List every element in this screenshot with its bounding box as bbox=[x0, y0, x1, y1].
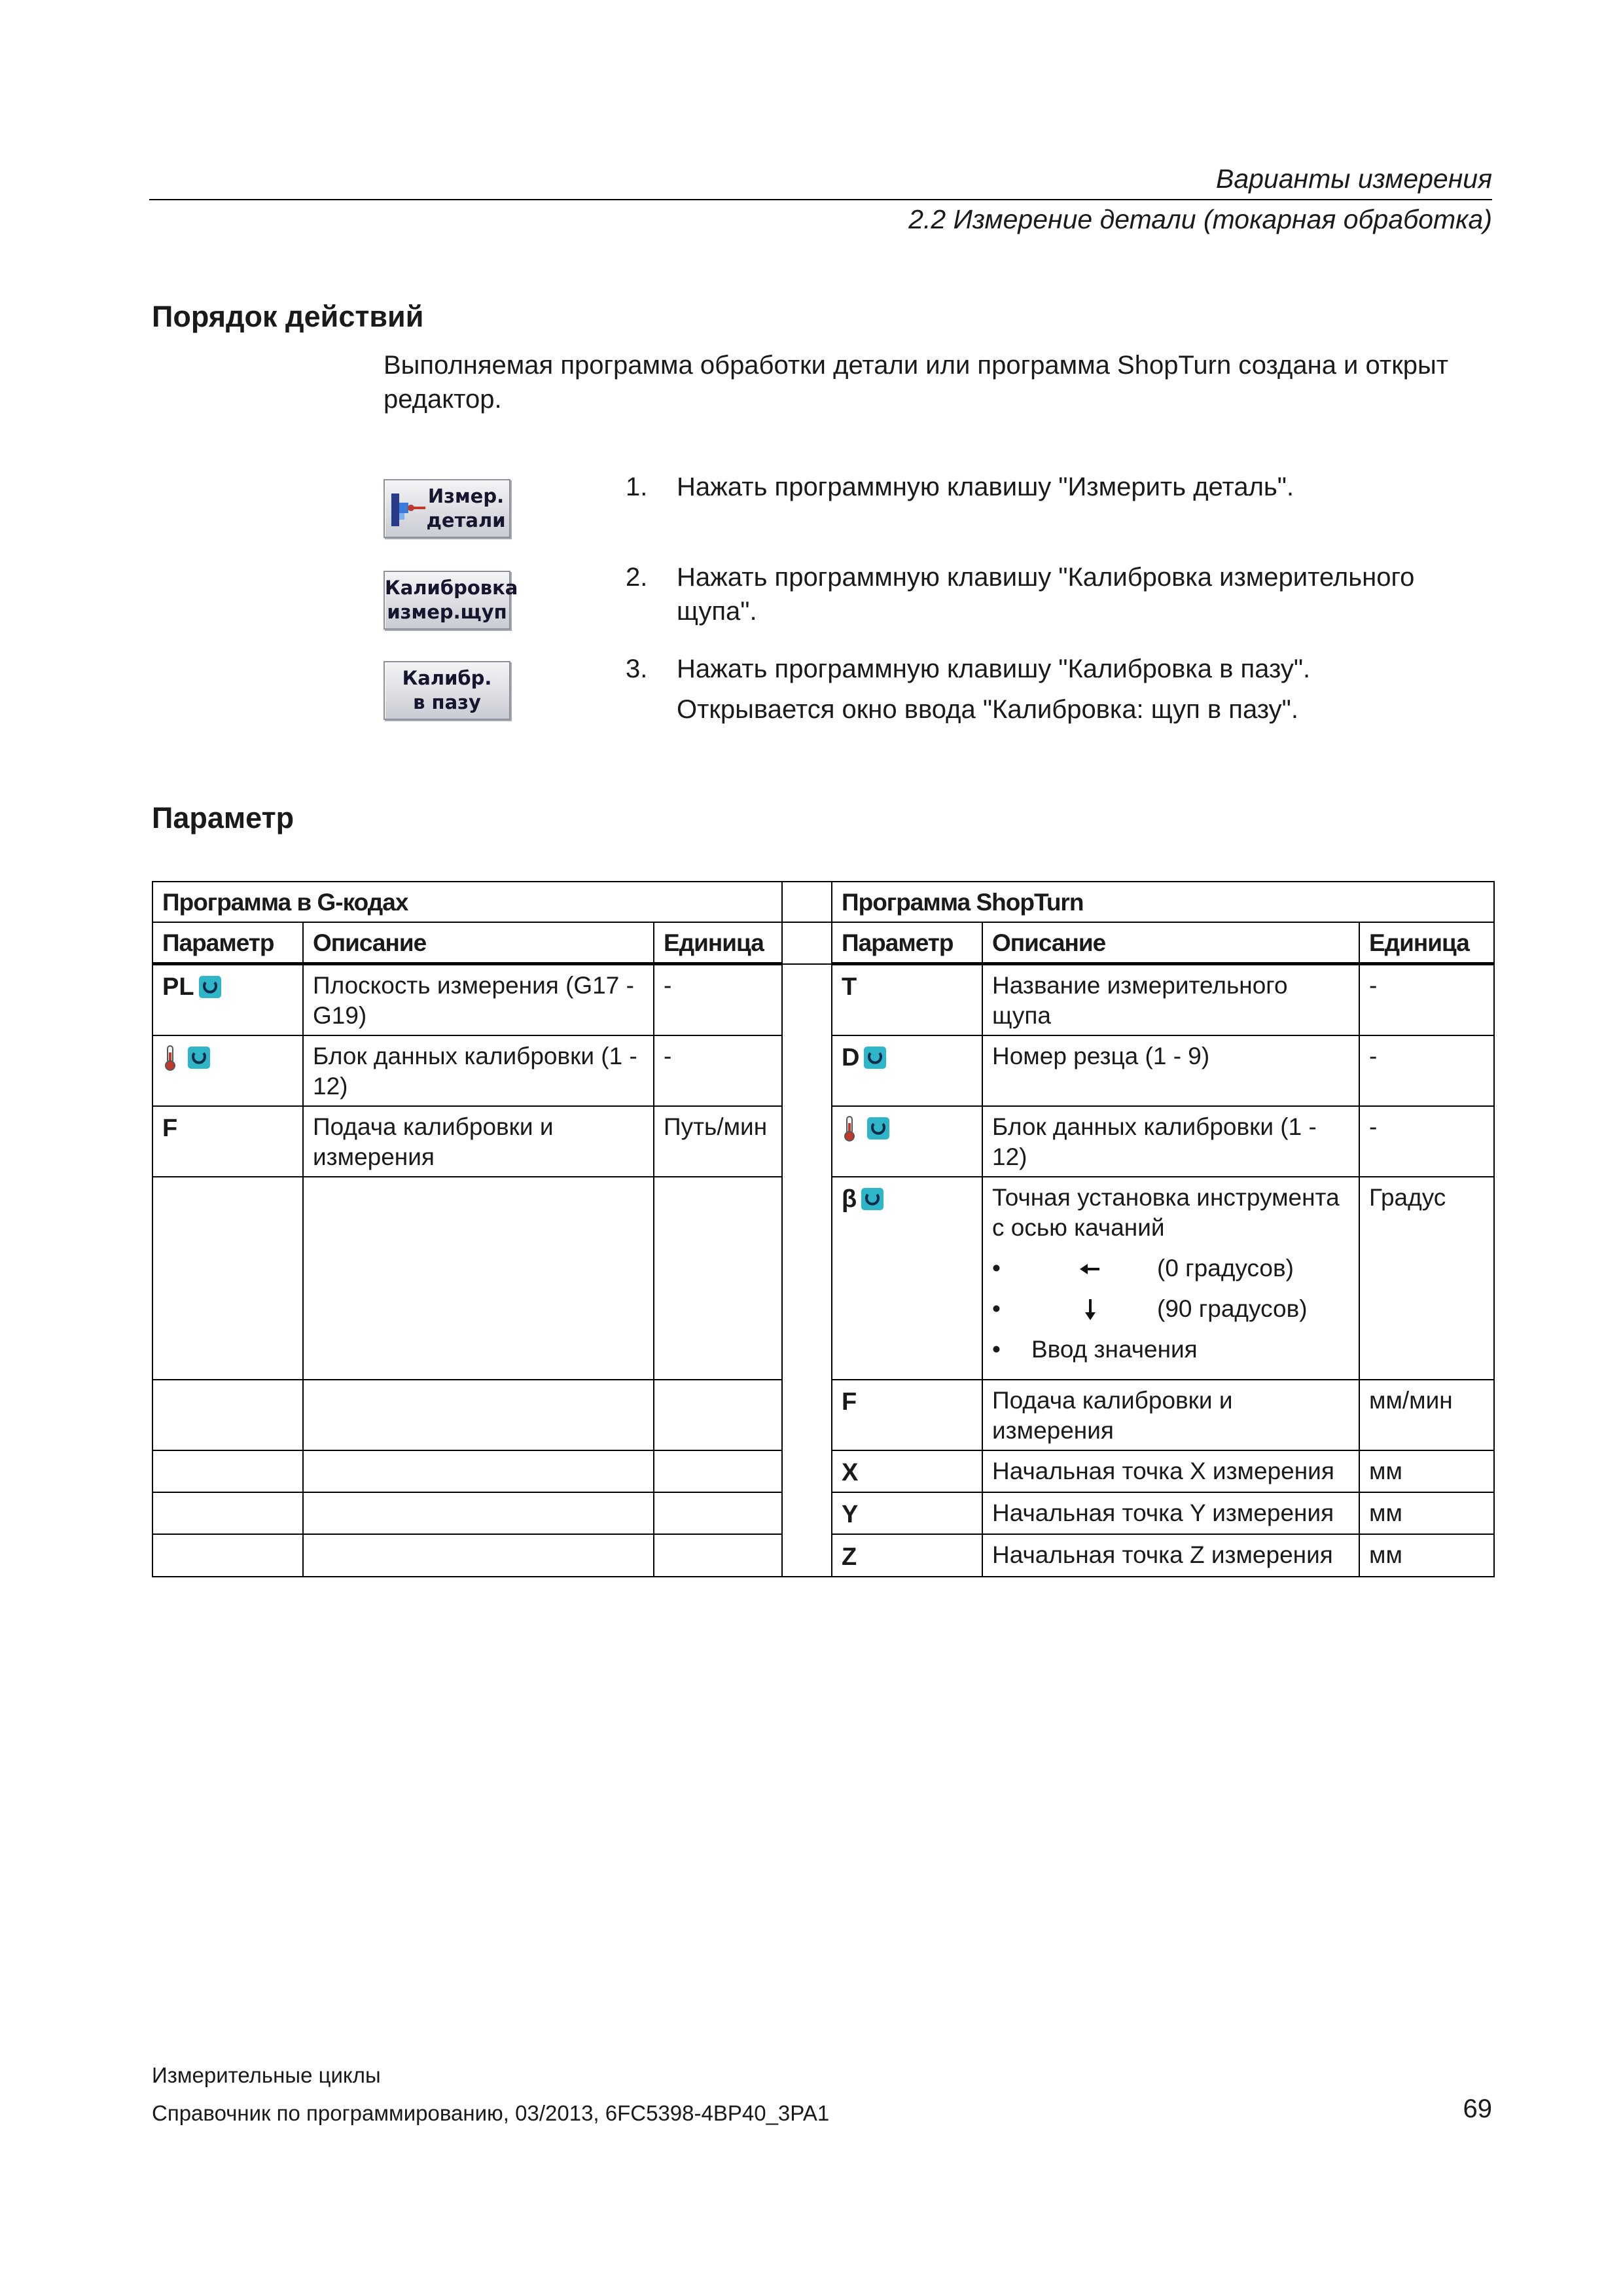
desc-cell: Блок данных калибровки (1 - 12) bbox=[303, 1035, 654, 1106]
param-cell bbox=[832, 1106, 982, 1177]
option-text: (90 градусов) bbox=[1157, 1295, 1308, 1322]
option-item bbox=[992, 1294, 1349, 1335]
step-text: Нажать программную клавишу "Калибровка в пазу". bbox=[677, 655, 1311, 683]
option-text: Ввод значения bbox=[1031, 1336, 1198, 1363]
toggle-icon bbox=[863, 1046, 887, 1069]
unit-cell: Путь/мин bbox=[654, 1106, 782, 1177]
param-cell bbox=[832, 1035, 982, 1106]
softkey-label-line2: в пазу bbox=[413, 691, 481, 713]
measure-workpiece-softkey[interactable] bbox=[383, 479, 510, 538]
param-cell bbox=[832, 1450, 982, 1492]
param-symbol: X bbox=[842, 1459, 859, 1487]
unit-cell: - bbox=[654, 1035, 782, 1106]
header-chapter: Варианты измерения bbox=[1215, 164, 1492, 194]
param-symbol: β bbox=[842, 1185, 857, 1213]
unit-cell: - bbox=[1359, 964, 1494, 1036]
header-section: 2.2 Измерение детали (токарная обработка) bbox=[908, 204, 1492, 234]
table-row bbox=[152, 1450, 1494, 1492]
table-row bbox=[152, 1534, 1494, 1576]
calibrate-in-groove-softkey[interactable] bbox=[383, 661, 510, 720]
col-desc: Описание bbox=[982, 922, 1359, 964]
step-text: Нажать программную клавишу "Калибровка измерительного щупа". bbox=[677, 563, 1415, 626]
desc-cell: Номер резца (1 - 9) bbox=[982, 1035, 1359, 1106]
procedure-intro: Выполняемая программа обработки детали или программа ShopTurn создана и открыт редактор. bbox=[383, 351, 1449, 414]
step-note-text: Открывается окно ввода "Калибровка: щуп в пазу". bbox=[677, 695, 1298, 724]
desc-text: Точная установка инструмента с осью качаний bbox=[992, 1184, 1340, 1241]
thermometer-icon bbox=[842, 1115, 857, 1141]
softkey-label-line1: Измер. bbox=[427, 485, 505, 507]
param-symbol: PL bbox=[162, 973, 194, 1001]
param-cell bbox=[832, 1492, 982, 1534]
table-row bbox=[152, 1035, 1494, 1106]
toggle-icon bbox=[861, 1187, 884, 1211]
header-divider bbox=[149, 199, 1492, 200]
param-symbol: D bbox=[842, 1044, 860, 1072]
table-group-header bbox=[152, 882, 1494, 922]
unit-cell: - bbox=[654, 964, 782, 1036]
step-number: 2. bbox=[626, 563, 648, 592]
parameters-table bbox=[152, 881, 1495, 1577]
unit-cell: мм bbox=[1359, 1534, 1494, 1576]
param-symbol: F bbox=[162, 1115, 178, 1143]
option-item bbox=[992, 1253, 1349, 1294]
arrow-left-icon bbox=[1077, 1256, 1103, 1282]
gcode-program-header: Программа в G-кодах bbox=[152, 882, 782, 922]
desc-cell: Плоскость измерения (G17 - G19) bbox=[303, 964, 654, 1036]
softkey-label-line1: Калибр. bbox=[402, 667, 492, 689]
parameters-title: Параметр bbox=[152, 801, 294, 834]
bullet: • bbox=[992, 1336, 1001, 1363]
desc-cell: Подача калибровки и измерения bbox=[982, 1380, 1359, 1450]
table-row bbox=[152, 1380, 1494, 1450]
bullet: • bbox=[992, 1255, 1001, 1282]
table-row bbox=[152, 1106, 1494, 1177]
page-number: 69 bbox=[1463, 2094, 1492, 2123]
param-cell bbox=[152, 964, 303, 1036]
toggle-icon bbox=[198, 975, 222, 999]
col-param: Параметр bbox=[152, 922, 303, 964]
toggle-icon bbox=[187, 1046, 211, 1069]
col-unit: Единица bbox=[1359, 922, 1494, 964]
bullet: • bbox=[992, 1295, 1001, 1322]
desc-cell: Начальная точка Y измерения bbox=[982, 1492, 1359, 1534]
desc-cell: Блок данных калибровки (1 - 12) bbox=[982, 1106, 1359, 1177]
arrow-down-icon bbox=[1077, 1297, 1103, 1323]
desc-cell: Подача калибровки и измерения bbox=[303, 1106, 654, 1177]
softkey-label-line1: Калибровка bbox=[385, 577, 518, 599]
procedure-title: Порядок действий bbox=[152, 300, 424, 333]
param-cell bbox=[832, 1177, 982, 1380]
toggle-icon bbox=[866, 1117, 890, 1140]
desc-cell: Название измерительного щупа bbox=[982, 964, 1359, 1036]
param-cell bbox=[832, 964, 982, 1036]
table-row bbox=[152, 1177, 1494, 1380]
unit-cell: мм/мин bbox=[1359, 1380, 1494, 1450]
param-cell bbox=[152, 1106, 303, 1177]
thermometer-icon bbox=[162, 1045, 178, 1071]
table-column-header bbox=[152, 922, 1494, 964]
param-symbol: F bbox=[842, 1388, 857, 1416]
param-symbol: Y bbox=[842, 1501, 859, 1529]
step-number: 1. bbox=[626, 473, 648, 501]
probe-calibration-softkey[interactable] bbox=[383, 571, 518, 630]
col-param: Параметр bbox=[832, 922, 982, 964]
table-row bbox=[152, 1492, 1494, 1534]
table-row bbox=[152, 964, 1494, 1036]
option-item bbox=[992, 1335, 1349, 1375]
col-desc: Описание bbox=[303, 922, 654, 964]
softkey-label-line2: измер.щуп bbox=[387, 601, 507, 623]
param-cell bbox=[832, 1534, 982, 1576]
desc-cell bbox=[982, 1177, 1359, 1380]
desc-cell: Начальная точка Z измерения bbox=[982, 1534, 1359, 1576]
measure-workpiece-icon bbox=[389, 490, 429, 530]
unit-cell: Градус bbox=[1359, 1177, 1494, 1380]
unit-cell: - bbox=[1359, 1035, 1494, 1106]
unit-cell: - bbox=[1359, 1106, 1494, 1177]
param-symbol: T bbox=[842, 973, 857, 1001]
unit-cell: мм bbox=[1359, 1450, 1494, 1492]
footer-reference: Справочник по программированию, 03/2013, 6FC5398-4BP40_3PA1 bbox=[152, 2101, 830, 2125]
step-number: 3. bbox=[626, 655, 648, 683]
footer-title: Измерительные циклы bbox=[152, 2063, 381, 2087]
param-symbol: Z bbox=[842, 1543, 857, 1571]
col-unit: Единица bbox=[654, 922, 782, 964]
unit-cell: мм bbox=[1359, 1492, 1494, 1534]
option-text: (0 градусов) bbox=[1157, 1255, 1294, 1282]
param-cell bbox=[832, 1380, 982, 1450]
desc-cell: Начальная точка X измерения bbox=[982, 1450, 1359, 1492]
param-cell bbox=[152, 1035, 303, 1106]
step-text: Нажать программную клавишу "Измерить деталь". bbox=[677, 473, 1294, 501]
softkey-label-line2: детали bbox=[426, 509, 506, 531]
shopturn-program-header: Программа ShopTurn bbox=[832, 882, 1494, 922]
